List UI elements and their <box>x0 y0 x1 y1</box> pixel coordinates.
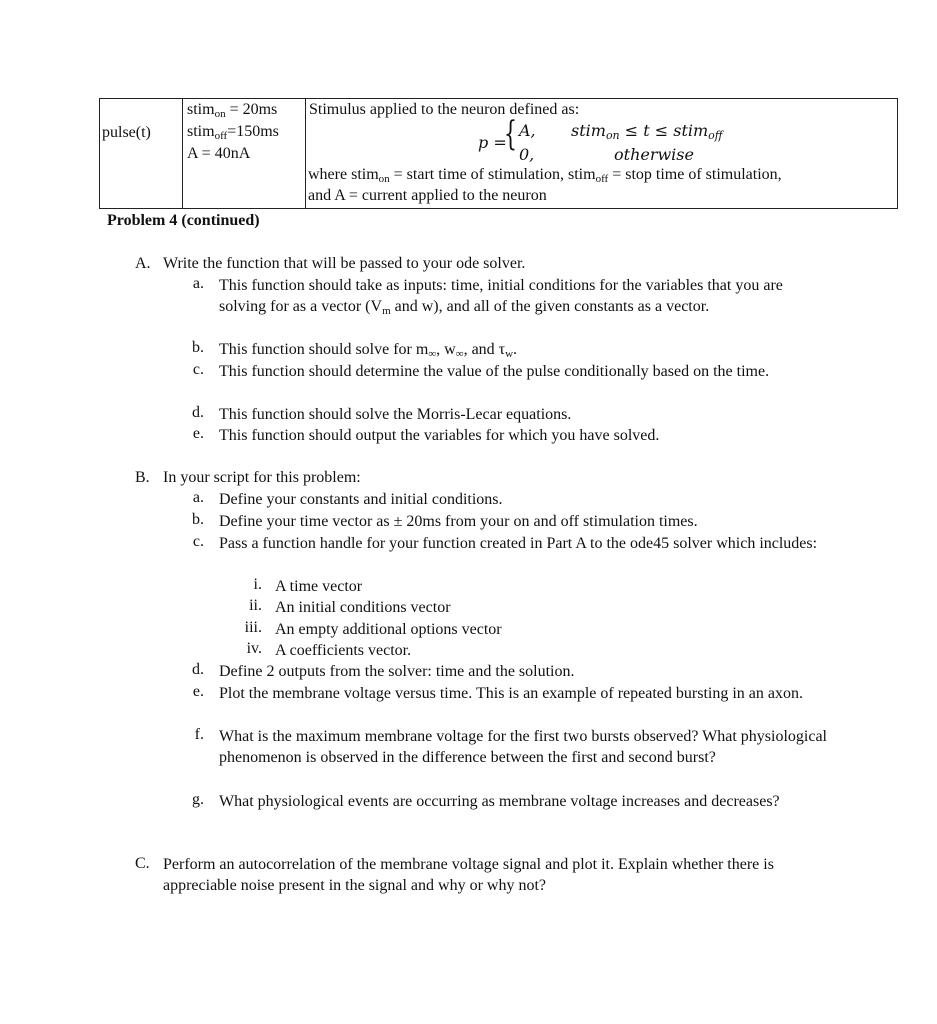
list-item: This function should take as inputs: time, initial conditions for the variables that you are solving for as a vector ($V_m$ and w), and all of the given constants as a vector. <box>219 277 783 317</box>
list-item: Define 2 outputs from the solver: time and the solution. <box>219 663 575 680</box>
parameter-table <box>99 98 898 209</box>
section-a-letter: A. <box>135 255 151 272</box>
stim-on-value: stim$_{on}$ = 20ms <box>187 101 278 120</box>
case1-value: A, <box>519 121 536 140</box>
case2-value: 0, <box>519 145 535 164</box>
stim-off-value: stim$_{off}$=150ms <box>187 123 279 142</box>
item-letter: f. <box>194 726 204 743</box>
list-item: This function should solve for $m_\infty$, $w_\infty$, and $\tau_w$. <box>219 341 518 360</box>
list-item: Define your time vector as ± 20ms from your on and off stimulation times. <box>219 513 698 530</box>
list-item: Plot the membrane voltage versus time. This is an example of repeated bursting in an axon. <box>219 685 803 702</box>
item-letter: b. <box>192 339 204 356</box>
table-name: pulse(t) <box>102 124 151 141</box>
sub-list-item: A coefficients vector. <box>275 642 412 659</box>
section-a-title: Write the function that will be passed to your ode solver. <box>163 255 526 272</box>
subitem-numeral: ii. <box>249 597 262 614</box>
case1-condition: stim$_{on}$ ≤ t ≤ stim$_{off}$ <box>571 121 723 142</box>
subitem-numeral: iii. <box>244 619 262 636</box>
item-letter: c. <box>192 361 204 378</box>
item-letter: d. <box>192 404 204 421</box>
item-letter: a. <box>192 275 204 292</box>
case2-condition: otherwise <box>614 145 694 164</box>
table-name-cell <box>100 99 183 208</box>
list-item: What physiological events are occurring as membrane voltage increases and decreases? <box>219 793 780 810</box>
list-item: Pass a function handle for your function created in Part A to the ode45 solver which includes: <box>219 535 818 552</box>
item-letter: e. <box>192 425 204 442</box>
list-item: This function should output the variables for which you have solved. <box>219 427 660 444</box>
sub-list-item: A time vector <box>275 578 363 595</box>
section-c-text: Perform an autocorrelation of the membrane voltage signal and plot it. Explain whether there is appreciable noise present in the signal and why or why not? <box>163 856 774 894</box>
p-label: p = <box>478 133 507 152</box>
piecewise-brace: { <box>504 114 517 154</box>
item-letter: e. <box>192 683 204 700</box>
amplitude-definition: and A = current applied to the neuron <box>308 187 547 204</box>
list-item: This function should determine the value of the pulse conditionally based on the time. <box>219 363 770 380</box>
subitem-numeral: iv. <box>246 640 262 657</box>
subitem-numeral: i. <box>253 576 262 593</box>
amplitude-value: A = 40nA <box>187 145 251 162</box>
stimulus-intro: Stimulus applied to the neuron defined as: <box>309 101 580 118</box>
item-letter: c. <box>192 533 204 550</box>
list-item: This function should solve the Morris-Lecar equations. <box>219 406 572 423</box>
item-letter: b. <box>192 511 204 528</box>
sub-list-item: An initial conditions vector <box>275 599 451 616</box>
section-c-letter: C. <box>135 855 150 872</box>
table-description-cell <box>306 99 897 208</box>
where-line: where stim$_{on}$ = start time of stimulation, stim$_{off}$ = stop time of stimulation, <box>308 166 782 185</box>
problem-heading: Problem 4 (continued) <box>107 212 260 229</box>
sub-list-item: An empty additional options vector <box>275 621 502 638</box>
list-item: Define your constants and initial conditions. <box>219 491 503 508</box>
item-letter: a. <box>192 489 204 506</box>
section-b-title: In your script for this problem: <box>163 469 361 486</box>
table-values-cell <box>183 99 306 208</box>
item-letter: g. <box>192 791 204 808</box>
item-letter: d. <box>192 661 204 678</box>
section-b-letter: B. <box>135 469 150 486</box>
list-item: What is the maximum membrane voltage for the first two bursts observed? What physiological phenomenon is observed in the difference between the first and second burst? <box>219 728 827 766</box>
